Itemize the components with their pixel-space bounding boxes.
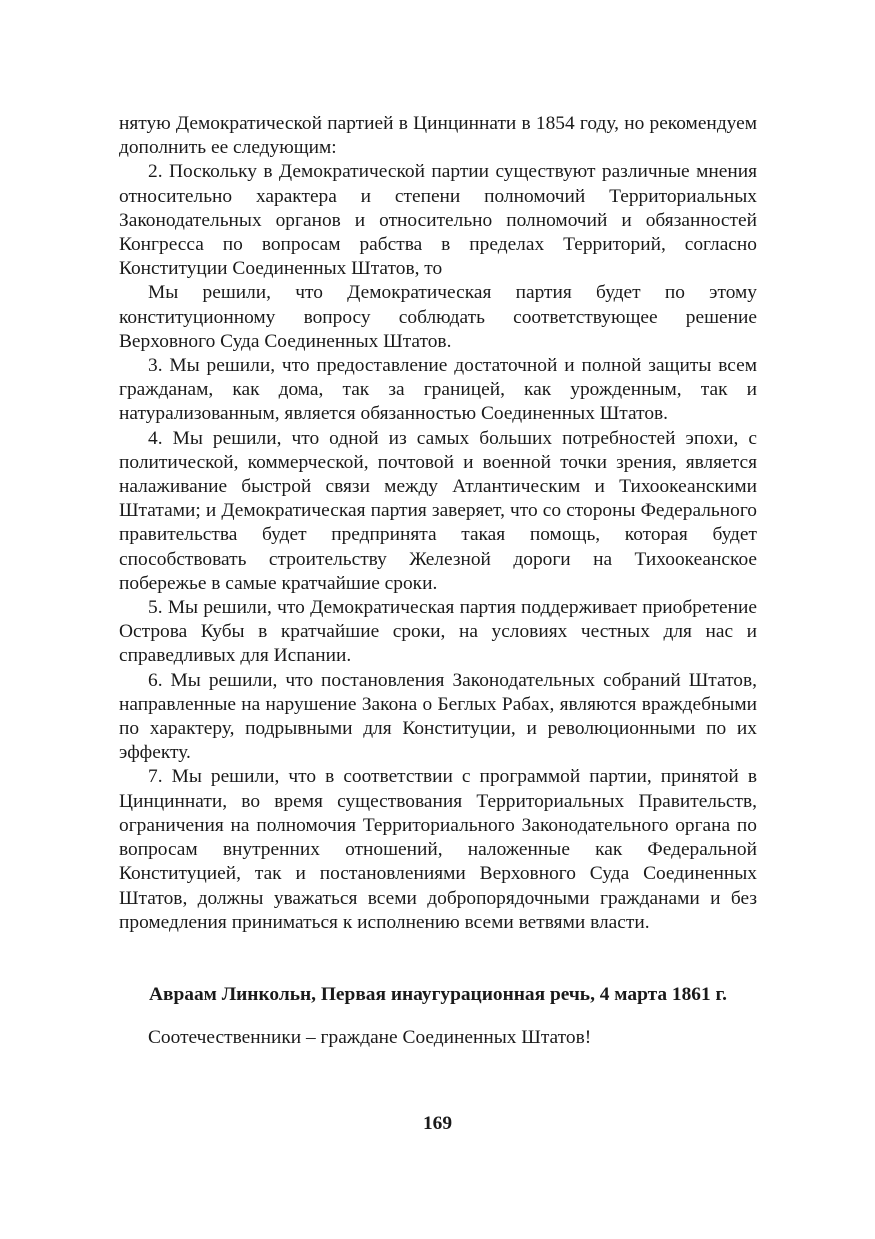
page-number: 169	[422, 1113, 453, 1134]
paragraph-continuation: нятую Демократической партией в Цинциннати в 1854 году, но рекомендуем дополнить ее следующим:	[119, 113, 757, 159]
paragraph-item-7: 7. Мы решили, что в соответствии с программой партии, принятой в Цинциннати, во время существования Территориальных Правительств, ограничения на полномочия Территориального Законодательного органа по вопросам внутренних отношений, наложенные как Федеральной Конституцией, так и постановлениями Верховного Суда Соединенных Штатов, должны уважаться всеми добропорядочными гражданами и без промедления приниматься к исполнению всеми ветвями власти.	[119, 766, 757, 933]
paragraph-item-4: 4. Мы решили, что одной из самых больших потребностей эпохи, с политической, коммерческой, почтовой и военной точки зрения, является налаживание быстрой связи между Атлантическим и Тихоокеанскими Штатами; и Демократическая партия заверяет, что со стороны Федерального правительства будет предпринята такая помощь, которая будет способствовать строительству Железной дороги на Тихоокеанское побережье в самые кратчайшие сроки.	[119, 427, 757, 594]
paragraph-item-5: 5. Мы решили, что Демократическая партия поддерживает приобретение Острова Кубы в кратчайшие сроки, на условиях честных для нас и справедливых для Испании.	[119, 597, 757, 667]
paragraph-item-3: 3. Мы решили, что предоставление достаточной и полной защиты всем гражданам, как дома, так за границей, как урожденным, так и натурализованным, является обязанностью Соединенных Штатов.	[119, 355, 757, 425]
section-heading: Авраам Линкольн, Первая инаугурационная речь, 4 марта 1861 г.	[148, 984, 727, 1005]
speech-greeting: Соотечественники – граждане Соединенных Штатов!	[148, 1027, 592, 1048]
paragraph-item-2: 2. Поскольку в Демократической партии существуют различные мнения относительно характера и степени полномочий Территориальных Законодательных органов и относительно полномочий и обязанностей Конгресса по вопросам рабства в пределах Территорий, согласно Конституции Соединенных Штатов, то	[119, 161, 757, 280]
paragraph-resolution: Мы решили, что Демократическая партия будет по этому конституционному вопросу соблюдать соответствующее решение Верховного Суда Соединенных Штатов.	[119, 282, 757, 352]
page-body	[119, 112, 757, 935]
paragraph-item-6: 6. Мы решили, что постановления Законодательных собраний Штатов, направленные на нарушение Закона о Беглых Рабах, являются враждебными по характеру, подрывными для Конституции, и революционными по их эффекту.	[119, 669, 757, 764]
